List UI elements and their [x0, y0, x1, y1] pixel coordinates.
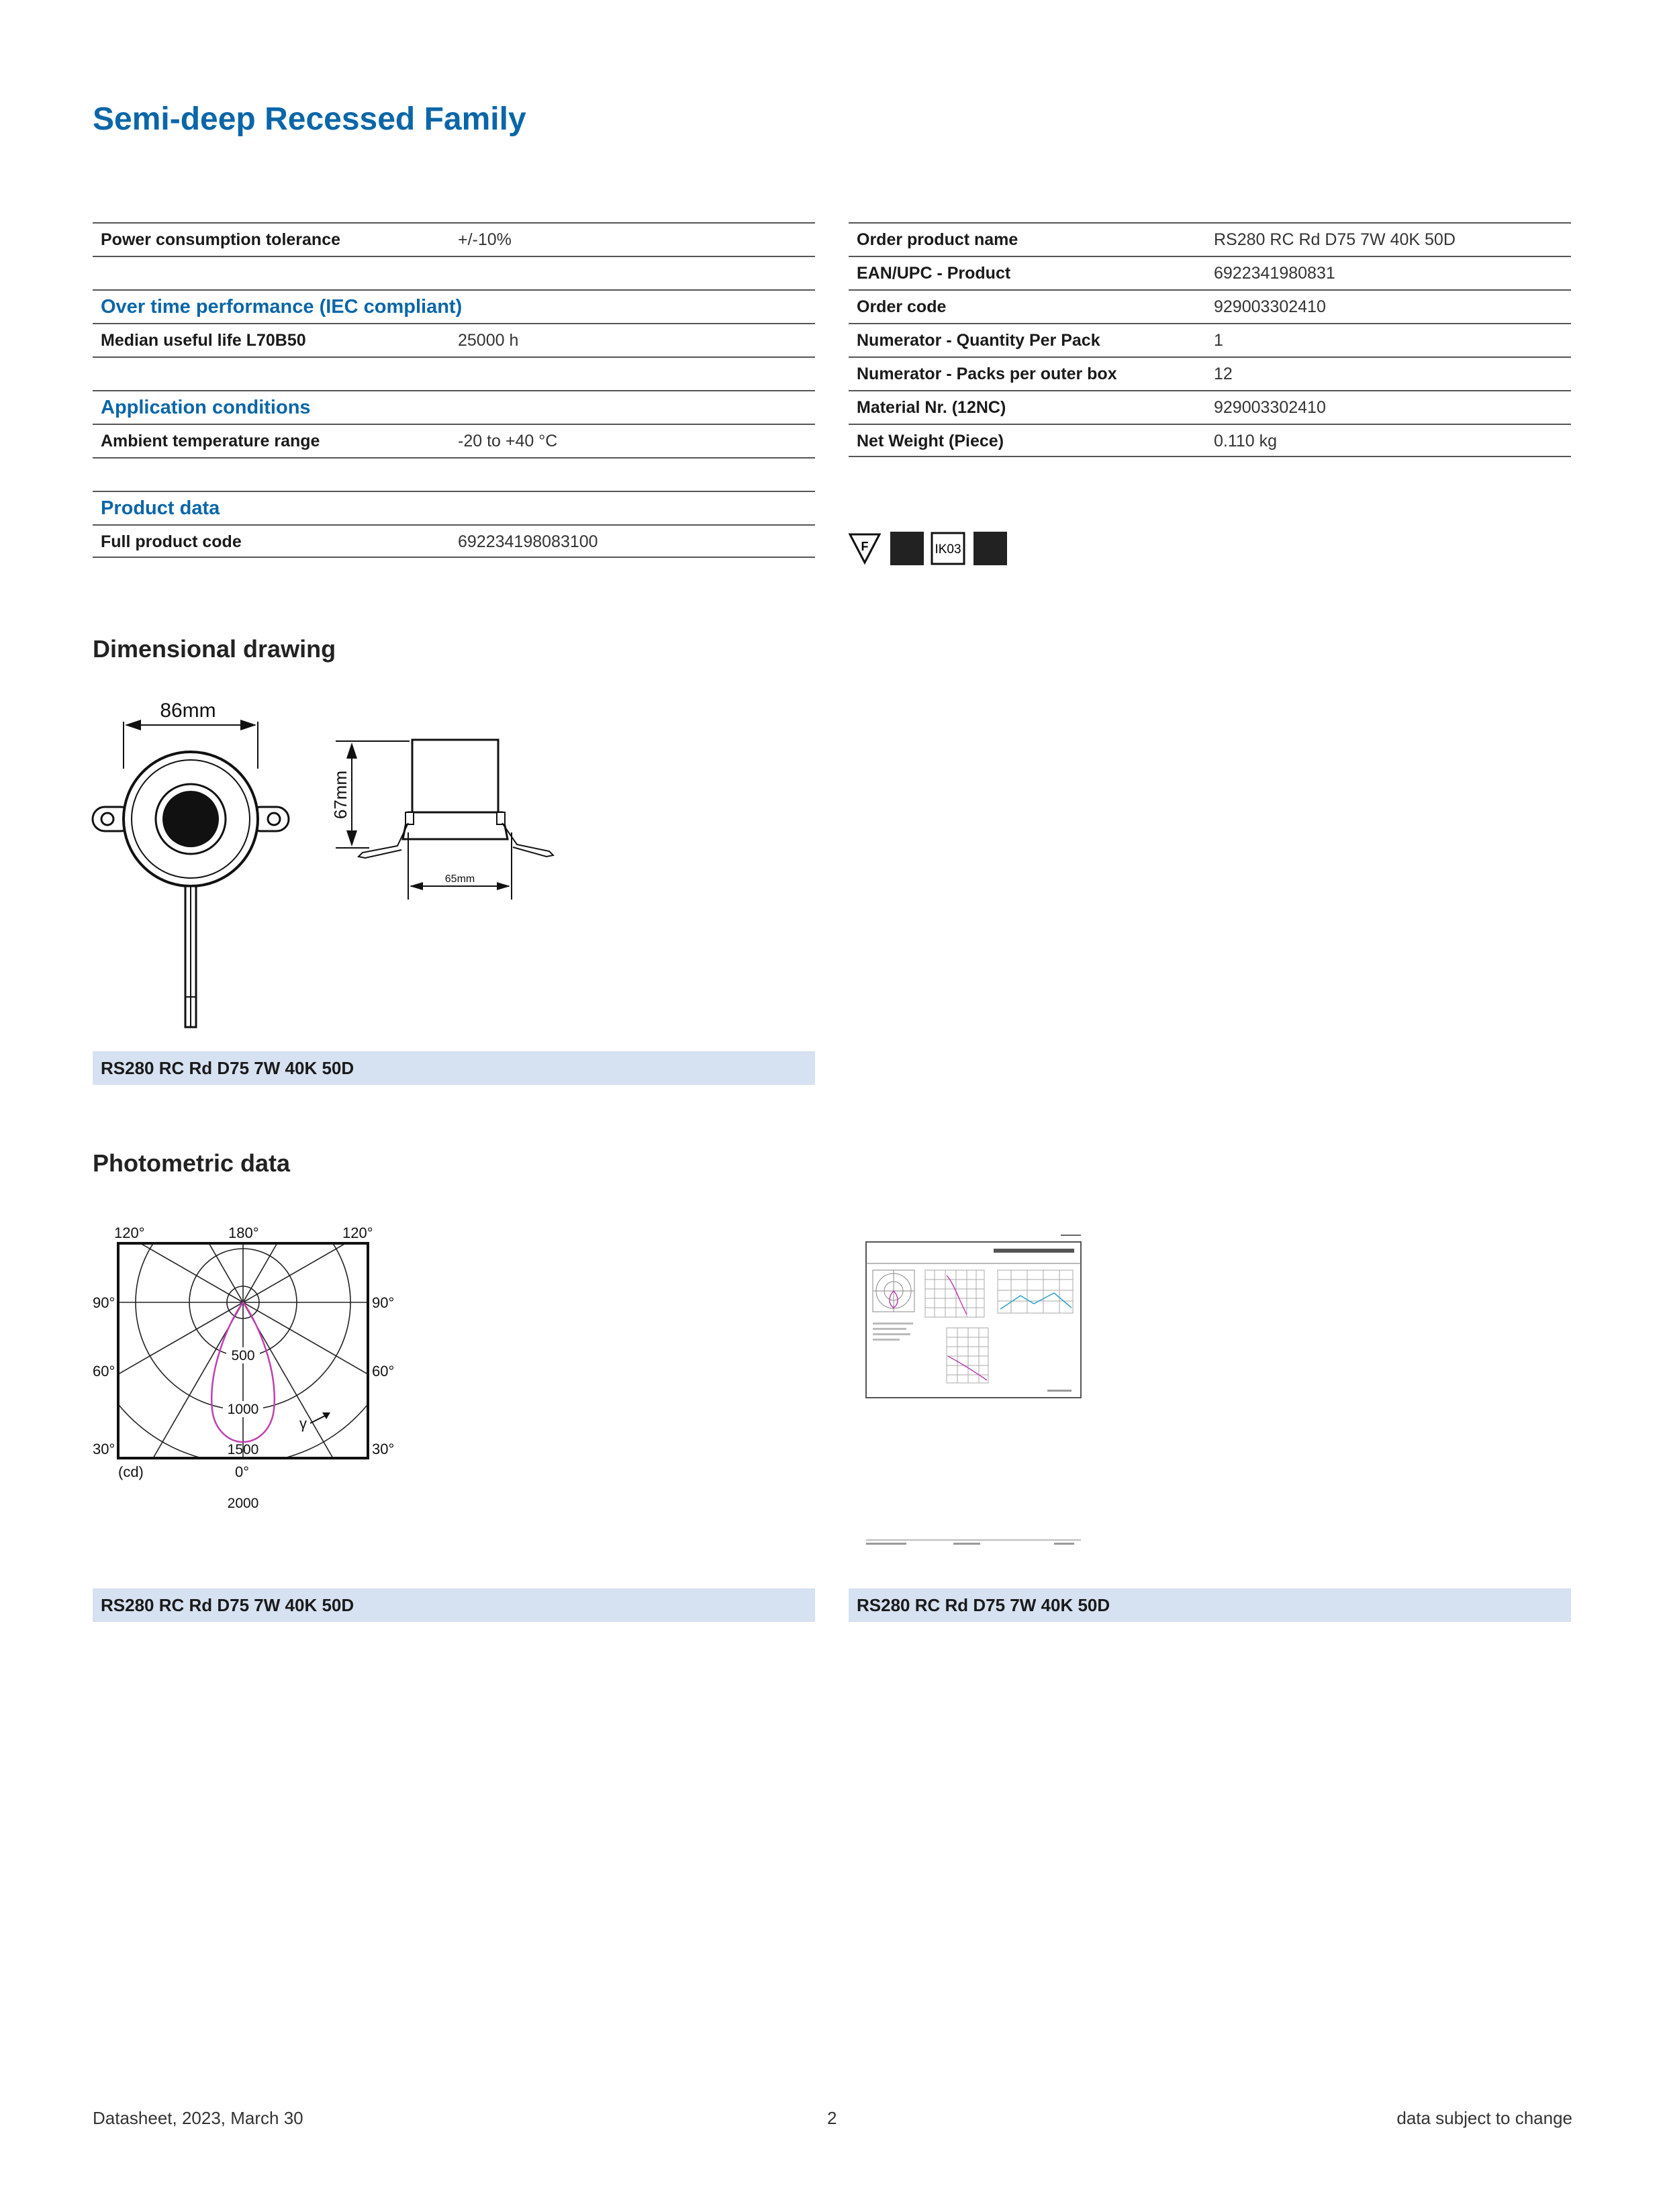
- table-row: [93, 524, 815, 558]
- section-row: [93, 491, 815, 524]
- caption-text: RS280 RC Rd D75 7W 40K 50D: [101, 1595, 354, 1615]
- black-square-icon: [890, 532, 924, 565]
- svg-text:(cd): (cd): [118, 1463, 144, 1480]
- spec-value: +/-10%: [458, 230, 512, 249]
- table-row: [849, 289, 1571, 323]
- spec-key: Order product name: [857, 230, 1018, 249]
- spec-value: 0.110 kg: [1214, 432, 1278, 450]
- footer-disclaimer: data subject to change: [1396, 2108, 1572, 2128]
- svg-text:F: F: [861, 540, 869, 553]
- spec-key: Order code: [857, 297, 947, 316]
- section-heading: Application conditions: [101, 397, 311, 418]
- dimensional-drawing: [87, 698, 571, 1047]
- caption-text: RS280 RC Rd D75 7W 40K 50D: [101, 1058, 354, 1078]
- page-title: Semi-deep Recessed Family: [93, 101, 526, 137]
- table-row: [849, 356, 1571, 390]
- footer-page-number: 2: [827, 2108, 837, 2128]
- spec-key: Numerator - Packs per outer box: [857, 365, 1117, 383]
- cutout-label: 65mm: [444, 873, 475, 885]
- ik-rating-icon: [932, 533, 964, 564]
- table-row: [93, 424, 815, 457]
- svg-text:30°: 30°: [372, 1441, 395, 1457]
- svg-text:2000: 2000: [227, 1496, 259, 1511]
- svg-text:γ: γ: [299, 1415, 307, 1432]
- height-label: 67mm: [330, 770, 350, 820]
- table-row: [849, 424, 1571, 457]
- photometric-heading: Photometric data: [93, 1149, 291, 1177]
- photometric-report-thumbnail: [859, 1229, 1088, 1551]
- dimensional-heading: Dimensional drawing: [93, 635, 336, 663]
- photometric-caption-right: [849, 1588, 1571, 1622]
- spec-value: 12: [1214, 365, 1233, 383]
- spec-value: RS280 RC Rd D75 7W 40K 50D: [1214, 230, 1456, 249]
- spec-value: 929003302410: [1214, 297, 1326, 316]
- spec-value: 25000 h: [458, 331, 519, 350]
- svg-text:180°: 180°: [228, 1224, 259, 1241]
- table-row-blank: [93, 356, 815, 390]
- svg-text:120°: 120°: [114, 1224, 145, 1241]
- svg-text:60°: 60°: [93, 1363, 115, 1380]
- spec-key: Full product code: [101, 532, 242, 551]
- spec-value: 1: [1214, 331, 1223, 350]
- black-square-icon: [973, 532, 1007, 565]
- spec-value: 692234198083100: [458, 532, 598, 551]
- spec-value: 929003302410: [1214, 398, 1326, 417]
- polar-diagram: [87, 1215, 403, 1564]
- f-mark-icon: [850, 534, 879, 563]
- footer-date: Datasheet, 2023, March 30: [93, 2108, 303, 2128]
- svg-text:90°: 90°: [93, 1294, 115, 1311]
- svg-text:60°: 60°: [372, 1363, 395, 1380]
- svg-text:120°: 120°: [342, 1224, 373, 1241]
- svg-text:30°: 30°: [93, 1441, 115, 1457]
- table-row: [93, 323, 815, 356]
- svg-text:90°: 90°: [372, 1294, 395, 1311]
- spec-key: Power consumption tolerance: [101, 230, 341, 249]
- dimensional-caption: [93, 1051, 815, 1085]
- left-spec-table: [93, 222, 815, 558]
- right-spec-table: [849, 222, 1571, 457]
- width-label: 86mm: [160, 700, 216, 722]
- section-row: [93, 289, 815, 323]
- spec-key: Ambient temperature range: [101, 432, 320, 450]
- table-row: [849, 222, 1571, 256]
- svg-text:1000: 1000: [227, 1402, 259, 1417]
- spec-key: Material Nr. (12NC): [857, 398, 1006, 417]
- spec-value: 6922341980831: [1214, 264, 1335, 283]
- section-row: [93, 390, 815, 424]
- certification-icons: [847, 530, 1015, 568]
- table-row-blank: [93, 457, 815, 491]
- table-row: [93, 222, 815, 256]
- svg-text:IK03: IK03: [935, 542, 961, 557]
- spec-key: Numerator - Quantity Per Pack: [857, 331, 1100, 350]
- section-heading: Over time performance (IEC compliant): [101, 296, 463, 318]
- table-row: [849, 256, 1571, 289]
- table-row: [849, 390, 1571, 424]
- caption-text: RS280 RC Rd D75 7W 40K 50D: [857, 1595, 1110, 1615]
- spec-key: Net Weight (Piece): [857, 432, 1004, 450]
- spec-key: Median useful life L70B50: [101, 331, 306, 350]
- svg-text:0°: 0°: [235, 1463, 250, 1480]
- section-heading: Product data: [101, 497, 220, 519]
- spec-value: -20 to +40 °C: [458, 432, 558, 450]
- spec-key: EAN/UPC - Product: [857, 264, 1011, 283]
- photometric-caption-left: [93, 1588, 815, 1622]
- svg-text:500: 500: [231, 1348, 255, 1363]
- table-row-blank: [93, 256, 815, 289]
- svg-text:1500: 1500: [227, 1442, 259, 1457]
- table-row: [849, 323, 1571, 356]
